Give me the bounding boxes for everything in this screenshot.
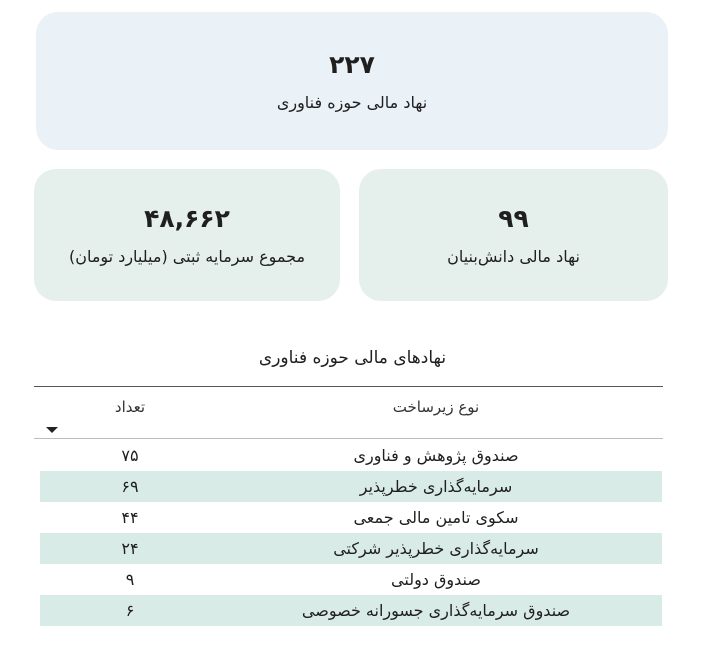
table-row [40, 471, 662, 502]
cell-type: سرمایه‌گذاری خطرپذیر [359, 477, 513, 496]
table-row [40, 595, 662, 626]
cell-type: سرمایه‌گذاری خطرپذیر شرکتی [333, 539, 539, 558]
cell-type: صندوق سرمایه‌گذاری جسورانه خصوصی [301, 601, 571, 620]
table-row [40, 564, 662, 595]
table-body [40, 440, 662, 626]
column-header-count[interactable]: تعداد [114, 398, 146, 416]
cell-type: صندوق پژوهش و فناوری [353, 446, 519, 465]
stat-label: مجموع سرمایه ثبتی (میلیارد تومان) [68, 247, 306, 266]
table-row [40, 533, 662, 564]
stat-card-knowledge-based [359, 169, 668, 301]
cell-count: ۶۹ [121, 477, 139, 496]
cell-count: ۴۴ [121, 508, 139, 527]
stat-value: ۴۸,۶۶۲ [144, 204, 230, 233]
stat-label: نهاد مالی حوزه فناوری [276, 93, 428, 112]
cell-type: سکوی تامین مالی جمعی [353, 508, 519, 527]
stat-card-tech-institutions [36, 12, 668, 150]
table-row [40, 502, 662, 533]
table-row [40, 440, 662, 471]
stat-value: ۲۲۷ [329, 50, 375, 79]
stat-label: نهاد مالی دانش‌بنیان [447, 247, 580, 266]
stat-value: ۹۹ [498, 204, 529, 233]
table-divider [34, 386, 663, 387]
sort-descending-icon[interactable] [46, 427, 58, 433]
cell-type: صندوق دولتی [391, 570, 481, 589]
cell-count: ۶ [125, 601, 135, 620]
cell-count: ۹ [125, 570, 135, 589]
cell-count: ۷۵ [121, 446, 139, 465]
table-header-divider [34, 438, 663, 439]
column-header-type[interactable]: نوع زیرساخت [392, 398, 480, 416]
cell-count: ۲۴ [121, 539, 139, 558]
stat-card-registered-capital [34, 169, 340, 301]
table-title: نهادهای مالی حوزه فناوری [258, 348, 447, 368]
